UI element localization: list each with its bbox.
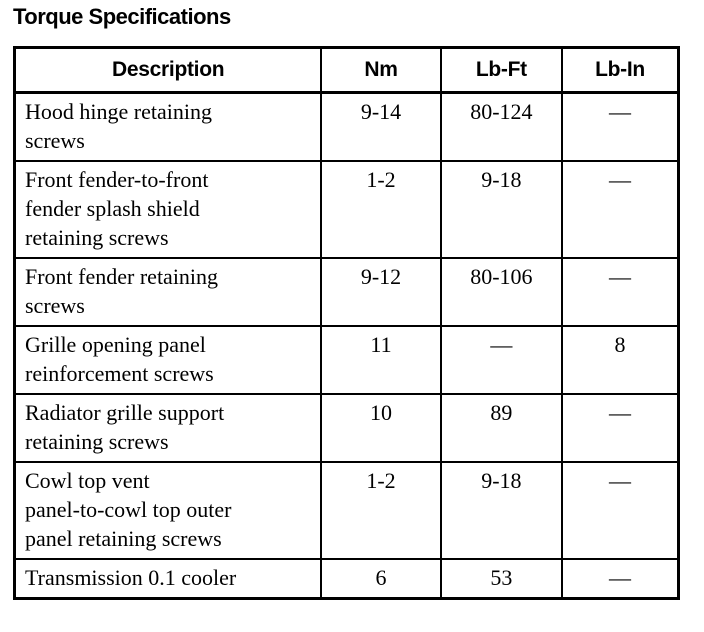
lb-in-cell: — — [562, 462, 678, 559]
description-line: Hood hinge retaining — [25, 99, 212, 124]
description-line: fender splash shield — [25, 196, 200, 221]
nm-cell: 10 — [321, 394, 440, 462]
nm-cell: 1-2 — [321, 462, 440, 559]
column-header-lb-in: Lb-In — [562, 48, 678, 93]
lb-in-cell: — — [562, 161, 678, 258]
header-row — [15, 48, 679, 93]
description-cell — [15, 326, 322, 394]
table-row — [15, 93, 679, 162]
lb-in-cell: — — [562, 394, 678, 462]
description-line: screws — [25, 293, 85, 318]
description-cell — [15, 462, 322, 559]
nm-cell: 9-14 — [321, 93, 440, 162]
description-line: panel-to-cowl top outer — [25, 497, 232, 522]
description-line: Grille opening panel — [25, 332, 206, 357]
description-line: screws — [25, 128, 85, 153]
table-row — [15, 462, 679, 559]
lb-ft-cell: 80-124 — [441, 93, 562, 162]
lb-in-cell: — — [562, 93, 678, 162]
description-line: Radiator grille support — [25, 400, 225, 425]
table-row — [15, 326, 679, 394]
nm-cell: 11 — [321, 326, 440, 394]
description-line: panel retaining screws — [25, 526, 222, 551]
lb-ft-cell: 80-106 — [441, 258, 562, 326]
table-row — [15, 258, 679, 326]
lb-ft-cell: — — [441, 326, 562, 394]
column-header-description: Description — [15, 48, 322, 93]
column-header-nm: Nm — [321, 48, 440, 93]
lb-ft-cell: 9-18 — [441, 462, 562, 559]
column-header-lb-ft: Lb-Ft — [441, 48, 562, 93]
description-cell — [15, 93, 322, 162]
description-cell — [15, 559, 322, 599]
table-body — [15, 93, 679, 599]
description-line: Front fender retaining — [25, 264, 219, 289]
lb-ft-cell: 89 — [441, 394, 562, 462]
description-line: retaining screws — [25, 225, 169, 250]
nm-cell: 9-12 — [321, 258, 440, 326]
torque-specifications-table — [13, 46, 680, 600]
table-row — [15, 559, 679, 599]
lb-ft-cell: 9-18 — [441, 161, 562, 258]
lb-in-cell: — — [562, 559, 678, 599]
lb-in-cell: 8 — [562, 326, 678, 394]
description-line: Transmission 0.1 cooler — [25, 565, 237, 590]
table-row — [15, 161, 679, 258]
lb-in-cell: — — [562, 258, 678, 326]
nm-cell: 1-2 — [321, 161, 440, 258]
description-cell — [15, 258, 322, 326]
table-row — [15, 394, 679, 462]
lb-ft-cell: 53 — [441, 559, 562, 599]
description-cell — [15, 394, 322, 462]
nm-cell: 6 — [321, 559, 440, 599]
description-line: Cowl top vent — [25, 468, 150, 493]
description-line: reinforcement screws — [25, 361, 214, 386]
description-cell — [15, 161, 322, 258]
page-title: Torque Specifications — [13, 4, 231, 29]
table-header — [15, 48, 679, 93]
description-line: retaining screws — [25, 429, 169, 454]
description-line: Front fender-to-front — [25, 167, 209, 192]
